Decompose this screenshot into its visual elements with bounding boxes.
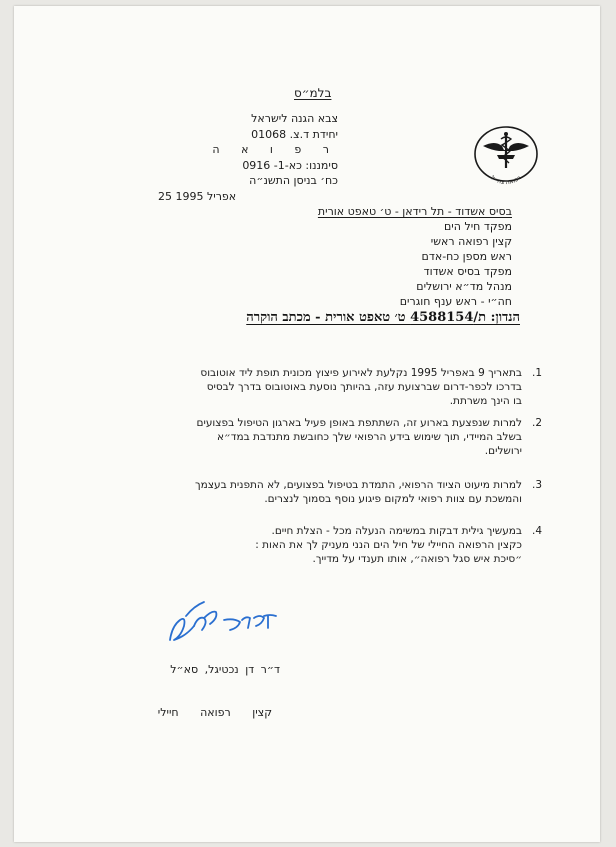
recipient-line: בסיס אשדוד - תל רידאן - ט׳ טאפט אורית <box>317 205 512 218</box>
item-body <box>112 416 522 458</box>
recipients-block <box>152 204 512 309</box>
subject-line <box>60 309 520 325</box>
classification-mark: בלמ״ס <box>294 86 332 100</box>
letter-page <box>14 6 600 842</box>
item-line: בשלב המיידי, תוך שימוש בידע הרפואי שלך כחובשת מתנדבת במד״א <box>217 431 522 443</box>
item-line: כקצין הרפואה החיילי של חיל הים הנני מעניק לך את האות : <box>255 539 522 551</box>
header-date: 25 אפריל 1995 <box>158 189 237 203</box>
list-item <box>112 366 542 408</box>
handwritten-signature-icon <box>164 596 294 652</box>
item-line: בדרכו לכפר-דרום שברצועת עזה, בהיותך נוסעת באוטובוס בדרך לבסיס <box>206 381 522 393</box>
list-item <box>112 524 542 566</box>
header-line: סימננו: כא-1- 0916 <box>242 158 338 172</box>
item-number: 2. <box>531 417 542 429</box>
item-line: ״סיכת איש סגל רפואה״, אותו תענדי על מדייך. <box>312 553 522 565</box>
item-body <box>112 524 522 566</box>
item-line: ירושלים. <box>484 445 522 457</box>
item-body <box>112 366 522 408</box>
header-line: יחידת ד.צ. 01068 <box>251 127 338 141</box>
item-line: למרות שנפצעת בארוע זה, השתתפת באופן פעיל בארגון הטיפול בפצועים <box>196 417 522 429</box>
header-line: צבא הגנה לישראל <box>251 112 338 125</box>
recipient-line: ראש מספן כח-אדם <box>421 250 512 263</box>
list-item <box>112 416 542 458</box>
item-line: בתאריך 9 באפריל 1995 נקלעת לאירוע פיצוץ מכונית תופת ליד אוטובוס <box>200 367 522 379</box>
recipient-line: מפקד חיל הים <box>444 220 512 233</box>
signatory-role: קצין רפואה חיילי <box>157 706 272 719</box>
item-body <box>112 478 522 506</box>
item-line: והמשכת עם צוות רפואי למקום פיגוע נוסף בסמוך לנצרים. <box>264 493 522 505</box>
header-line: ר פ ו א ה <box>212 143 338 156</box>
list-item <box>112 478 542 506</box>
recipient-line: מפקד בסיס אשדוד <box>423 265 512 278</box>
subject-text: הנדון: ת/4588154 ט׳ טאפט אורית - מכתב הוקרה <box>246 310 520 325</box>
emblem-text: רפואה צה״ל <box>489 174 523 187</box>
header-block <box>118 111 338 204</box>
recipient-line: חה״י - ראש ענף חוגרים <box>399 295 512 308</box>
item-line: למרות מיעוט הציוד הרפואי, התמדת בטיפול בפצועים, לא התפנית בעצמך <box>195 479 522 491</box>
item-number: 3. <box>531 479 542 491</box>
item-number: 4. <box>531 525 542 537</box>
medical-corps-emblem-icon <box>471 124 541 188</box>
item-number: 1. <box>531 367 542 379</box>
recipient-line: מנהל מד״א ירושלים <box>416 280 512 293</box>
header-line: כח׳ בניסן התשנ״ה <box>249 174 338 187</box>
svg-text:רפואה צה״ל <box>489 174 522 186</box>
recipient-line: קצין רפואה ראשי <box>430 235 512 248</box>
signatory-name: ד״ר דן נכטיגל, סא״ל <box>170 663 280 676</box>
item-line: במעשיך גילית דבקות במשימה הנעלה מכל - הצלת חיים. <box>271 525 522 537</box>
item-line: בו הינך משרתת. <box>449 395 522 407</box>
